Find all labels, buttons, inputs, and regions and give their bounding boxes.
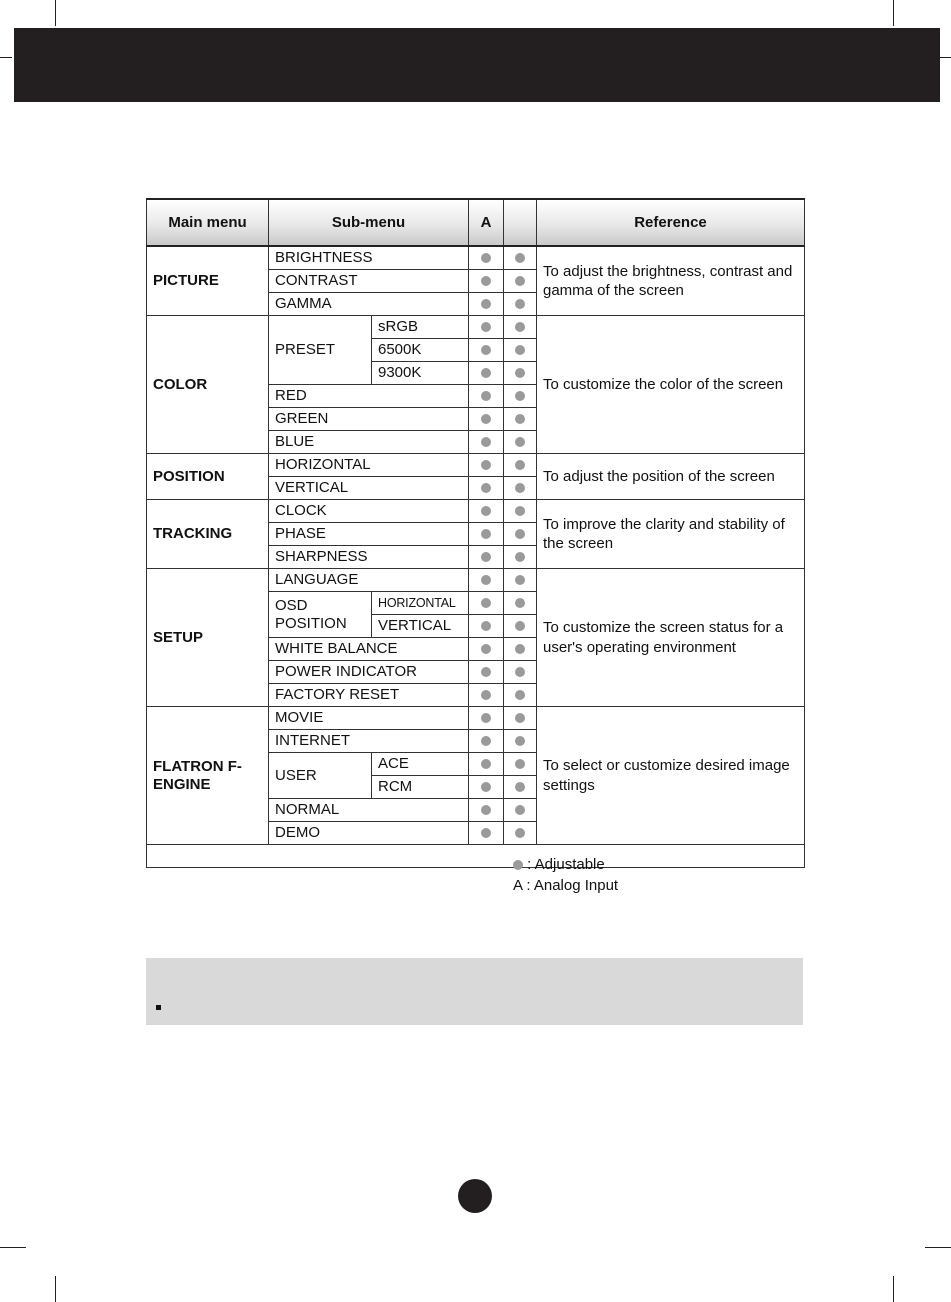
crop-mark <box>925 1247 951 1248</box>
main-menu-setup: SETUP <box>147 569 269 707</box>
legend <box>513 854 618 896</box>
main-menu-position: POSITION <box>147 454 269 500</box>
sub-menu-item: POWER INDICATOR <box>269 661 469 684</box>
adjustable-dot <box>481 644 491 654</box>
sub-menu-item: DEMO <box>269 822 469 845</box>
crop-mark <box>893 0 894 26</box>
table-row <box>147 454 805 477</box>
adjustable-dot-icon <box>513 860 523 870</box>
table-row <box>147 569 805 592</box>
reference-text: To customize the color of the screen <box>537 316 805 454</box>
adjustable-dot <box>515 391 525 401</box>
header-sub-menu: Sub-menu <box>269 199 469 246</box>
sub-menu-item: HORIZONTAL <box>372 592 469 615</box>
adjustable-dot <box>481 460 491 470</box>
sub-menu-item: VERTICAL <box>372 615 469 638</box>
sub-menu-item: RCM <box>372 776 469 799</box>
adjustable-dot <box>481 483 491 493</box>
main-menu-color: COLOR <box>147 316 269 454</box>
legend-row <box>147 845 805 868</box>
table-row <box>147 707 805 730</box>
sub-menu-item: RED <box>269 385 469 408</box>
main-menu-tracking: TRACKING <box>147 500 269 569</box>
adjustable-dot <box>515 437 525 447</box>
table-row <box>147 316 805 339</box>
sub-menu-item: VERTICAL <box>269 477 469 500</box>
header-reference: Reference <box>537 199 805 246</box>
sub-menu-item: BLUE <box>269 431 469 454</box>
legend-analog-text: A : Analog Input <box>513 877 619 894</box>
adjustable-dot <box>481 253 491 263</box>
adjustable-dot <box>481 667 491 677</box>
crop-mark <box>55 0 56 26</box>
crop-mark <box>55 1276 56 1302</box>
sub-menu-user: USER <box>269 753 372 799</box>
sub-menu-item: HORIZONTAL <box>269 454 469 477</box>
adjustable-dot <box>515 552 525 562</box>
adjustable-dot <box>515 276 525 286</box>
sub-menu-preset: PRESET <box>269 316 372 385</box>
adjustable-dot <box>515 736 525 746</box>
sub-menu-item: CLOCK <box>269 500 469 523</box>
adjustable-dot <box>481 575 491 585</box>
adjustable-dot <box>481 276 491 286</box>
adjustable-dot <box>515 253 525 263</box>
sub-menu-item: MOVIE <box>269 707 469 730</box>
adjustable-dot <box>481 437 491 447</box>
adjustable-dot <box>481 506 491 516</box>
adjustable-dot <box>515 805 525 815</box>
adjustable-dot <box>515 713 525 723</box>
adjustable-dot <box>515 483 525 493</box>
sub-menu-item: ACE <box>372 753 469 776</box>
crop-mark <box>0 57 12 58</box>
sub-menu-item: PHASE <box>269 523 469 546</box>
adjustable-dot <box>515 414 525 424</box>
reference-text: To customize the screen status for a user's operating environment <box>537 569 805 707</box>
sub-menu-item: INTERNET <box>269 730 469 753</box>
sub-menu-item: BRIGHTNESS <box>269 246 469 270</box>
adjustable-dot <box>481 713 491 723</box>
sub-menu-item: FACTORY RESET <box>269 684 469 707</box>
adjustable-dot <box>481 736 491 746</box>
adjustable-dot <box>515 322 525 332</box>
adjustable-dot <box>481 828 491 838</box>
main-menu-picture: PICTURE <box>147 246 269 316</box>
legend-cell <box>147 845 805 894</box>
sub-menu-item: 6500K <box>372 339 469 362</box>
crop-mark <box>893 1276 894 1302</box>
table-row <box>147 500 805 523</box>
adjustable-dot <box>515 460 525 470</box>
adjustable-dot <box>481 759 491 769</box>
header-blank <box>504 199 537 246</box>
adjustable-dot <box>515 368 525 378</box>
adjustable-dot <box>515 598 525 608</box>
legend-adjustable-text: : Adjustable <box>527 856 605 873</box>
adjustable-dot <box>515 506 525 516</box>
sub-menu-item: WHITE BALANCE <box>269 638 469 661</box>
adjustable-dot <box>515 782 525 792</box>
sub-menu-item: SHARPNESS <box>269 546 469 569</box>
adjustable-dot <box>481 391 491 401</box>
adjustable-dot <box>481 299 491 309</box>
adjustable-dot <box>515 345 525 355</box>
adjustable-dot <box>515 667 525 677</box>
adjustable-dot <box>481 368 491 378</box>
reference-text: To adjust the brightness, contrast and gamma of the screen <box>537 246 805 316</box>
adjustable-dot <box>481 345 491 355</box>
header-bar <box>14 28 940 102</box>
table-row <box>147 246 805 270</box>
reference-text: To improve the clarity and stability of the screen <box>537 500 805 569</box>
reference-text: To adjust the position of the screen <box>537 454 805 500</box>
sub-menu-item: sRGB <box>372 316 469 339</box>
table-header-row <box>147 199 805 246</box>
page-number-circle <box>458 1179 492 1213</box>
adjustable-dot <box>515 759 525 769</box>
crop-mark <box>939 57 951 58</box>
adjustable-dot <box>515 529 525 539</box>
reference-text: To select or customize desired image settings <box>537 707 805 845</box>
sub-menu-osd-position: OSD POSITION <box>269 592 372 638</box>
sub-menu-item: GAMMA <box>269 293 469 316</box>
sub-menu-item: LANGUAGE <box>269 569 469 592</box>
adjustable-dot <box>515 690 525 700</box>
bullet-icon <box>156 1005 161 1010</box>
header-analog: A <box>469 199 504 246</box>
header-main-menu: Main menu <box>147 199 269 246</box>
adjustable-dot <box>515 644 525 654</box>
menu-table <box>146 198 805 894</box>
adjustable-dot <box>481 782 491 792</box>
adjustable-dot <box>515 828 525 838</box>
adjustable-dot <box>481 598 491 608</box>
sub-menu-item: CONTRAST <box>269 270 469 293</box>
adjustable-dot <box>515 621 525 631</box>
sub-menu-item: 9300K <box>372 362 469 385</box>
adjustable-dot <box>515 299 525 309</box>
main-menu-flatron: FLATRON F-ENGINE <box>147 707 269 845</box>
sub-menu-item: GREEN <box>269 408 469 431</box>
crop-mark <box>0 1247 26 1248</box>
adjustable-dot <box>481 690 491 700</box>
sub-menu-item: NORMAL <box>269 799 469 822</box>
legend-adjustable <box>513 854 618 875</box>
adjustable-dot <box>481 414 491 424</box>
adjustable-dot <box>481 552 491 562</box>
adjustable-dot <box>481 621 491 631</box>
adjustable-dot <box>481 322 491 332</box>
note-panel <box>146 958 803 1025</box>
adjustable-dot <box>481 529 491 539</box>
adjustable-dot <box>515 575 525 585</box>
adjustable-dot <box>481 805 491 815</box>
